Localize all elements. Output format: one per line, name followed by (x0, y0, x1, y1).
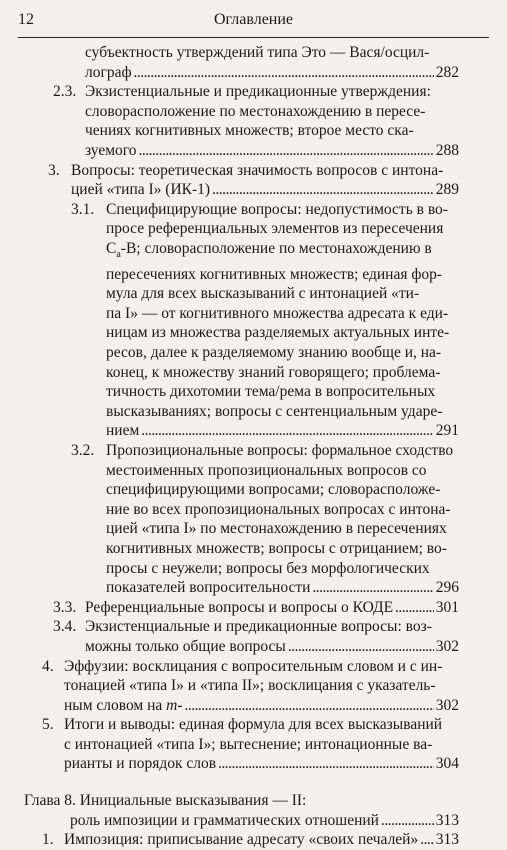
running-title: Оглавление (213, 11, 294, 28)
toc-entry-line: показателей вопросительности (106, 579, 311, 597)
toc-page-ref[interactable]: 301 (435, 598, 459, 616)
leader-dots (395, 598, 434, 618)
toc-entry (53, 82, 459, 160)
toc-entry-line: можны только общие вопросы (85, 637, 286, 655)
toc-entry-line: роль импозиции и грамматических отношений (70, 811, 379, 829)
leader-dots (212, 180, 434, 200)
toc-entry-line: тичность дихотомии тема/рема в вопросительных (106, 383, 436, 401)
toc-entry-line: просе референциальных элементов из пересечения (106, 220, 444, 238)
toc-entry-number: 3.3. (53, 598, 77, 616)
toc-entry-line: лограф (85, 63, 132, 81)
toc-page-ref[interactable]: 282 (435, 63, 459, 81)
toc-entry-line: просы с неужели; вопросы без морфологических (106, 559, 430, 577)
toc-page-ref[interactable]: 313 (435, 831, 459, 849)
leader-dots (288, 637, 434, 657)
toc-entry-line: Вопросы: теоретическая значимость вопросов с интона- (71, 161, 444, 179)
toc-entry-number: 3.1. (71, 200, 95, 218)
toc-entry-number: 2.3. (53, 83, 77, 101)
toc-page-ref[interactable]: 302 (435, 696, 459, 714)
toc-entry-number: 1. (42, 831, 54, 849)
toc-entry-line: $С_а-B$; словорасположение по местонахождению в (106, 239, 432, 261)
page-number: 12 (18, 11, 34, 28)
toc-entry-line: субъектность утверждений типа Это — Вася/осцил- (85, 44, 430, 61)
chapter-title: Инициальные высказывания — II: (79, 792, 307, 810)
toc-entry-number: 3.4. (53, 618, 77, 636)
toc-page-ref[interactable]: 289 (435, 181, 459, 199)
toc-entry (53, 598, 459, 618)
leader-dots (312, 578, 433, 598)
leader-dots (420, 830, 434, 850)
toc-page-ref[interactable]: 302 (435, 637, 459, 655)
toc-entry-number: 4. (42, 657, 54, 675)
toc-chapter (24, 791, 459, 830)
toc-entry (85, 43, 459, 82)
toc-entry-line: цией «типа I» по местонахождению в пересечениях (106, 520, 447, 538)
toc-entry-line: Экзистенциальные и предикационные вопросы: воз- (85, 618, 432, 636)
toc-entry-line: Итоги и выводы: единая формула для всех высказываний (64, 716, 443, 734)
toc-entry-line (64, 696, 183, 716)
toc-entry-line: тонацией «типа I» и «типа II»; восклицания с указатель- (64, 677, 436, 695)
toc-entry-line: с интонацией «типа I»; вытеснение; интонационные ва- (64, 735, 433, 753)
toc-entry-line: пересечениях когнитивных множеств; единая фор- (106, 265, 443, 283)
leader-dots (218, 754, 434, 774)
italic-text: т- (166, 696, 183, 714)
toc-entry-line: чениях когнитивных множеств; второе место ска- (85, 122, 414, 140)
toc-entry (71, 441, 459, 598)
toc-entry-line: Референциальные вопросы и вопросы о КОДЕ (85, 598, 394, 616)
toc-entry-line: конец, к множеству знаний говорящего; проблема- (106, 363, 441, 381)
toc-entry-line: цией «типа I» (ИК-1) (71, 181, 211, 199)
toc-entry-line: словорасположение по местонахождению в пересе- (85, 102, 426, 120)
page-header (18, 9, 489, 38)
toc-entry-line: высказываниях; вопросы с сентенциальным ударе- (106, 402, 443, 420)
toc-entry (42, 657, 459, 716)
toc-entry-line: мула для всех высказываний с интонацией «ти- (106, 285, 420, 303)
toc-page-ref[interactable]: 296 (435, 579, 459, 597)
toc-entry-line: Эффузии: восклицания с вопросительным словом и с ин- (64, 657, 443, 675)
toc-entry-line: па I» — от когнитивного множества адресата к еди- (106, 304, 449, 322)
toc-entry (42, 830, 459, 850)
leader-dots (134, 63, 434, 83)
toc-entry-line (24, 791, 459, 811)
subscript: а (116, 249, 121, 261)
toc-entry-line: Специфицирующие вопросы: недопустимость в во- (106, 200, 448, 218)
leader-dots (141, 421, 433, 441)
toc-entry-line: зуемого (85, 141, 137, 159)
toc-page-ref[interactable]: 291 (435, 422, 459, 440)
toc-entry (53, 617, 459, 656)
toc-entry (48, 161, 459, 200)
toc-page-ref[interactable]: 313 (435, 811, 459, 829)
leader-dots (139, 141, 434, 161)
toc-entry-line: когнитивных множеств; вопросы с отрицанием; во- (106, 539, 447, 557)
toc-entry-number: 3. (48, 161, 60, 179)
toc-entry (42, 715, 459, 774)
toc-entry-line: ресов, далее к разделяемому знанию вообще и, на- (106, 344, 442, 361)
leader-dots (381, 811, 434, 831)
toc-entry-line: Импозиция: приписывание адресату «своих печалей» (64, 831, 419, 849)
toc-entry-line-rest: -B; словорасположение по местонахождению в (120, 239, 432, 257)
toc-page-ref[interactable]: 304 (435, 755, 459, 773)
toc-entry-line: рианты и порядок слов (64, 755, 217, 773)
leader-dots (185, 696, 434, 716)
toc-entry-line: местоименных пропозициональных вопросов со (106, 461, 427, 479)
toc-entry-number: 5. (42, 716, 54, 734)
toc-entry-line: Пропозициональные вопросы: формальное сходство (106, 441, 454, 459)
chapter-label: Глава 8. (24, 792, 76, 810)
toc-page-ref[interactable]: 288 (435, 141, 459, 159)
table-of-contents (0, 43, 507, 850)
toc-entry (71, 200, 459, 441)
toc-entry-line: ние во всех пропозициональных вопросах с интона- (106, 500, 451, 518)
toc-entry-number: 3.2. (71, 441, 95, 459)
toc-entry-line: ницам из множества разделяемых актуальных инте- (106, 324, 450, 342)
toc-entry-line: нием (106, 422, 140, 440)
toc-entry-line: специфицирующими вопросами; словорасположе- (106, 481, 441, 499)
toc-entry-line-text: ным словом на (64, 696, 163, 714)
toc-entry-line: Экзистенциальные и предикационные утверждения: (85, 83, 431, 101)
